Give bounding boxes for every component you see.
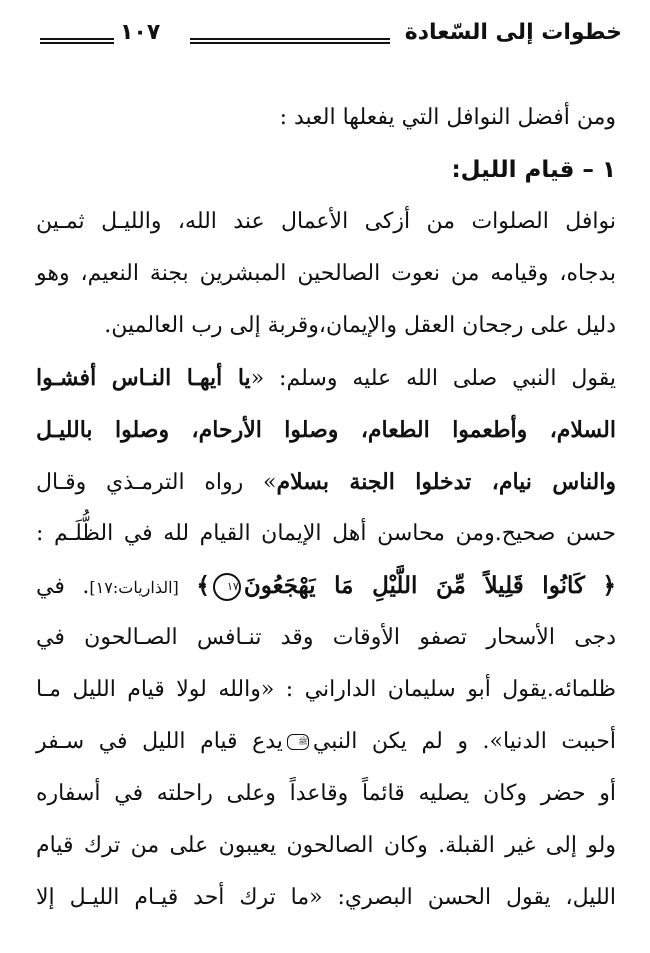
running-title: خطوات إلى السّعادة — [404, 20, 622, 45]
text-line — [36, 352, 616, 404]
text-line — [36, 716, 616, 768]
quran-verse-line — [36, 560, 616, 612]
page-body — [36, 92, 616, 924]
text-line: أو حضر وكان يصليه قائماً وقاعداً وعلى راحلته في أسفاره — [36, 781, 616, 806]
text-line: ولو إلى غير القبلة. وكان الصالحون يعيبون على من ترك قيام — [36, 833, 616, 858]
text-fragment: . في — [36, 574, 90, 599]
text-fragment: يدع قيام الليل في سـفر — [36, 729, 283, 754]
text-line: دجى الأسحار تصفو الأوقات وقد تنـافس الصـالحون في — [36, 625, 616, 650]
quran-verse: كَانُوا قَلِيلاً مِّنَ اللَّيْلِ مَا يَهْجَعُونَ — [243, 572, 585, 599]
hadith-intro: يقول النبي صلى الله عليه وسلم: « — [250, 366, 616, 391]
text-line: بدجاه، وقيامه من نعوت الصالحين المبشرين بجنة النعيم، وهو — [36, 261, 616, 286]
hadith-source: » رواه الترمـذي وقـال — [36, 470, 277, 495]
verse-open-bracket: ﴿ — [602, 572, 616, 599]
text-line: دليل على رجحان العقل والإيمان،وقربة إلى رب العالمين. — [104, 313, 616, 338]
header-rule-right — [190, 38, 390, 44]
section-heading: ١ – قيام الليل: — [451, 157, 616, 183]
text-line: ومن أفضل النوافل التي يفعلها العبد : — [279, 105, 616, 130]
salawat-symbol: ﷺ — [287, 734, 309, 750]
verse-reference: [الذاريات:١٧] — [89, 578, 179, 597]
hadith-quote: يا أيهـا النـاس أفشـوا — [36, 365, 251, 391]
text-line: حسن صحيح.ومن محاسن أهل الإيمان القيام لله في الظُّلَـم : — [36, 521, 616, 546]
hadith-quote: والناس نيام، تدخلوا الجنة بسلام — [276, 469, 616, 495]
hadith-quote-line: السلام، وأطعموا الطعام، وصلوا الأرحام، وصلوا بالليـل — [36, 417, 616, 443]
text-line: ظلمائه.يقول أبو سليمان الداراني : «والله لولا قيام الليل مـا — [36, 677, 616, 702]
text-line: الليل، يقول الحسن البصري: «ما ترك أحد قيـام الليـل إلا — [36, 885, 616, 910]
page-number: ١٠٧ — [120, 20, 161, 45]
page-header — [30, 18, 622, 54]
ayah-number-marker: ١٧ — [213, 573, 241, 601]
header-rule-left — [40, 38, 114, 44]
text-line — [36, 456, 616, 508]
text-line: نوافل الصلوات من أزكى الأعمال عند الله، والليـل ثمـين — [36, 209, 616, 234]
verse-close-bracket: ﴾ — [196, 572, 210, 599]
text-fragment: أحببت الدنيا». و لم يكن النبي — [312, 729, 616, 754]
